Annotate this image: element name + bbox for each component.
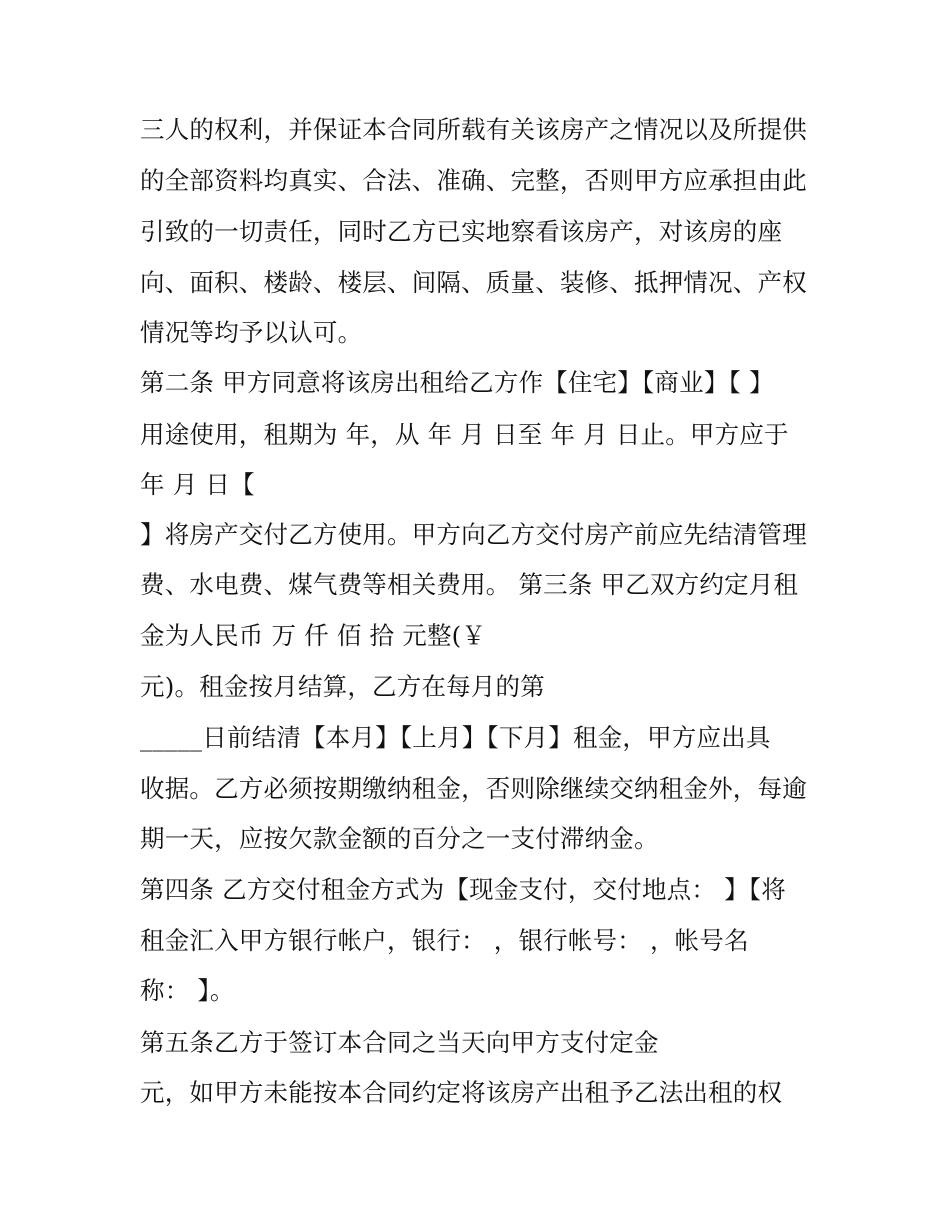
text-line-16: 第四条 乙方交付租金方式为【现金支付，交付地点： 】【将 bbox=[140, 875, 786, 904]
text-line-13: _____日前结清【本月】【上月】【下月】租金，甲方应出具 bbox=[140, 723, 771, 752]
text-line-20: 元，如甲方未能按本合同约定将该房产出租予乙法出租的权 bbox=[140, 1078, 783, 1107]
text-line-6: 第二条 甲方同意将该房出租给乙方作【住宅】【商业】【 】 bbox=[140, 368, 774, 397]
text-line-18: 称： 】。 bbox=[140, 976, 235, 1005]
text-line-9: 】将房产交付乙方使用。甲方向乙方交付房产前应先结清管理 bbox=[140, 520, 807, 549]
text-line-7: 用途使用，租期为 年，从 年 月 日至 年 月 日止。甲方应于 bbox=[140, 420, 789, 449]
text-line-2: 的全部资料均真实、合法、准确、完整，否则甲方应承担由此 bbox=[140, 166, 807, 195]
text-line-3: 引致的一切责任，同时乙方已实地察看该房产，对该房的座 bbox=[140, 217, 783, 246]
text-line-14: 收据。乙方必须按期缴纳租金，否则除继续交纳租金外，每逾 bbox=[140, 774, 807, 803]
text-line-19: 第五条乙方于签订本合同之当天向甲方支付定金 bbox=[140, 1028, 659, 1057]
text-line-5: 情况等均予以认可。 bbox=[140, 318, 363, 347]
text-line-11: 金为人民币 万 仟 佰 拾 元整(￥ bbox=[140, 621, 487, 650]
text-line-12: 元)。租金按月结算，乙方在每月的第 bbox=[140, 672, 545, 701]
text-line-4: 向、面积、楼龄、楼层、间隔、质量、装修、抵押情况、产权 bbox=[140, 268, 807, 297]
text-line-10: 费、水电费、煤气费等相关费用。 第三条 甲乙双方约定月租 bbox=[140, 570, 799, 599]
text-line-8: 年 月 日【 bbox=[140, 470, 255, 499]
text-line-1: 三人的权利，并保证本合同所载有关该房产之情况以及所提供 bbox=[140, 115, 807, 144]
text-line-17: 租金汇入甲方银行帐户，银行： ，银行帐号： ，帐号名 bbox=[140, 926, 749, 955]
text-line-15: 期一天，应按欠款金额的百分之一支付滞纳金。 bbox=[140, 824, 659, 853]
